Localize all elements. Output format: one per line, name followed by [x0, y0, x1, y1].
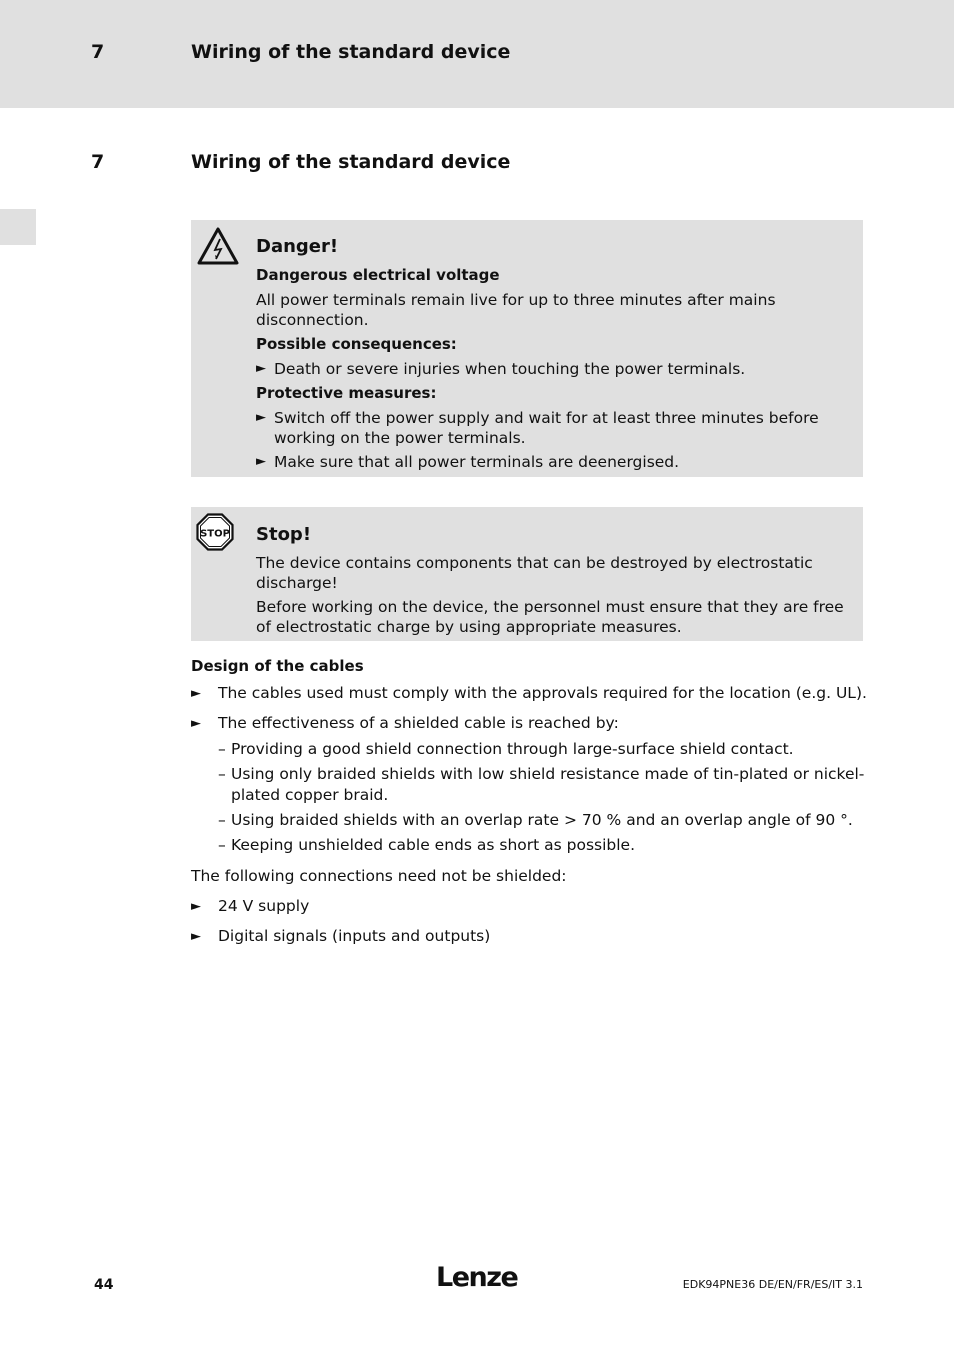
measures-label: Protective measures:: [256, 384, 437, 402]
bullet-arrow-icon: ►: [191, 929, 201, 944]
section-number: 7: [91, 151, 105, 173]
danger-content: [256, 235, 853, 476]
dash-item: – Providing a good shield connection through large-surface shield contact.: [218, 740, 794, 758]
consequences-label: Possible consequences:: [256, 335, 457, 353]
high-voltage-warning-icon: [196, 226, 240, 270]
dash-marker: –: [218, 811, 226, 829]
list-item: ► Digital signals (inputs and outputs): [191, 927, 491, 945]
stop-content: [256, 523, 853, 641]
danger-note: [191, 220, 863, 477]
dash-marker: –: [218, 836, 226, 854]
stop-paragraph: Before working on the device, the personnel must ensure that they are free of electrostatic charge by using appropriate measures.: [256, 598, 844, 636]
stop-note: [191, 507, 863, 641]
list-item: ► 24 V supply: [191, 897, 310, 915]
danger-subheading: Dangerous electrical voltage: [256, 266, 500, 284]
dash-item: – Using braided shields with an overlap rate > 70 % and an overlap angle of 90 °.: [218, 811, 853, 829]
bullet-arrow-icon: ►: [191, 686, 201, 701]
measure-item: ► Switch off the power supply and wait for at least three minutes before working on the power terminals.: [256, 409, 819, 447]
unshielded-intro: The following connections need not be shielded:: [191, 867, 567, 885]
consequence-item: ► Death or severe injuries when touching the power terminals.: [256, 360, 746, 378]
bullet-arrow-icon: ►: [256, 454, 266, 469]
bullet-arrow-icon: ►: [256, 410, 266, 425]
section-title: Wiring of the standard device: [191, 151, 511, 173]
danger-text: All power terminals remain live for up to three minutes after mains disconnection.: [256, 291, 776, 329]
cable-design-heading: Design of the cables: [191, 657, 364, 675]
cable-design-section: [191, 656, 871, 956]
measure-item: ► Make sure that all power terminals are deenergised.: [256, 453, 680, 471]
stop-sign-icon: [196, 513, 234, 555]
dash-marker: –: [218, 740, 226, 758]
list-item: ► The cables used must comply with the approvals required for the location (e.g. UL).: [191, 684, 867, 702]
bullet-arrow-icon: ►: [256, 361, 266, 376]
dash-item: – Using only braided shields with low shield resistance made of tin-plated or nickel-plated copper braid.: [218, 765, 865, 804]
lenze-logo: Lenze: [436, 1262, 518, 1293]
document-code: EDK94PNE36 DE/EN/FR/ES/IT 3.1: [682, 1278, 863, 1291]
header-chapter-title: Wiring of the standard device: [191, 41, 511, 63]
bullet-arrow-icon: ►: [191, 716, 201, 731]
page-number: 44: [94, 1277, 114, 1293]
header-chapter-number: 7: [91, 41, 105, 63]
list-item: ► The effectiveness of a shielded cable is reached by:: [191, 714, 619, 732]
side-chapter-tab: [0, 209, 36, 245]
dash-marker: –: [218, 765, 226, 783]
stop-heading: Stop!: [256, 524, 312, 545]
stop-paragraph: The device contains components that can be destroyed by electrostatic discharge!: [256, 554, 813, 592]
danger-heading: Danger!: [256, 236, 339, 257]
dash-item: – Keeping unshielded cable ends as short as possible.: [218, 836, 636, 854]
svg-text:STOP: STOP: [200, 528, 230, 540]
bullet-arrow-icon: ►: [191, 899, 201, 914]
